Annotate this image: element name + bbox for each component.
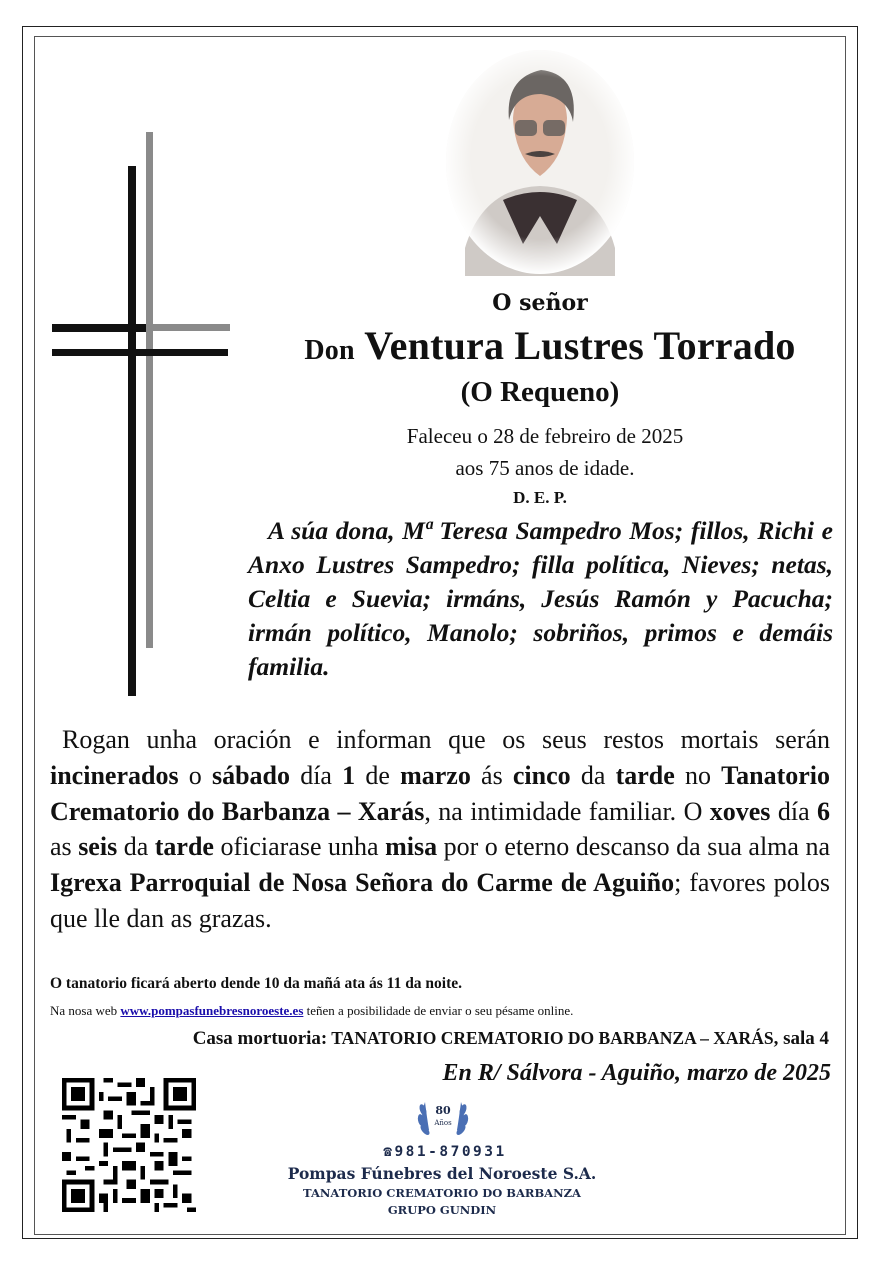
funeral-home-label: Casa mortuoria: (192, 1028, 328, 1049)
ceremony-text: Rogan unha oración e informan que os seus restos mortais serán incinerados o sábado día 1 de marzo ás cinco da tarde no Tanatorio Crematorio do Barbanza – Xarás, na intimidade familiar. O xoves día 6 as seis da tarde oficiarase unha misa por o eterno descanso da sua alma na Igrexa Parroquial de Nosa Señora do Carme de Aguiño; favores polos que lle dan as grazas. (50, 725, 831, 933)
death-date: Faleceu o 28 de febreiro de 2025 (406, 424, 684, 448)
family-list: A súa dona, Mª Teresa Sampedro Mos; fillos, Richi e Anxo Lustres Sampedro; filla política, Nieves; netas, Celtia e Suevia; irmáns, Jesús Ramón y Pacucha; irmán político, Manolo; sobriños, primos e demáis familia. (248, 516, 833, 681)
badge-number: 80 (435, 1104, 451, 1117)
laurel-badge-icon (415, 1088, 471, 1144)
deceased-full-name: Ventura Lustres Torrado (364, 323, 796, 368)
funeral-home-name: TANATORIO CREMATORIO DO BARBANZA – XARÁS (327, 1028, 774, 1048)
phone-number: 981-870931 (394, 1144, 507, 1160)
company-group: GRUPO GUNDIN (387, 1203, 497, 1217)
web-note: Na nosa web www.pompasfunebresnoroeste.es teñen a posibilidade de enviar o seu pésame online. (50, 1003, 574, 1018)
company-name: Pompas Fúnebres del Noroeste S.A. (287, 1164, 597, 1183)
place-date: En R/ Sálvora - Aguiño, marzo de 2025 (442, 1060, 831, 1086)
portrait-photo (443, 48, 637, 276)
cross-icon (50, 132, 232, 700)
title-prefix: O señor (492, 290, 588, 316)
website-link[interactable]: www.pompasfunebresnoroeste.es (120, 1003, 304, 1018)
nickname: (O Requeno) (460, 376, 620, 408)
badge-text: Años (434, 1119, 452, 1127)
phone-line[interactable] (360, 1144, 530, 1160)
room-number: , sala 4 (773, 1028, 829, 1049)
age-line: aos 75 anos de idade. (455, 456, 635, 480)
funeral-home-line (193, 1028, 829, 1050)
honorific: Don (304, 335, 355, 366)
qr-code[interactable] (62, 1078, 196, 1212)
company-tanatorio: TANATORIO CREMATORIO DO BARBANZA (303, 1186, 581, 1200)
phone-icon: ☎ (383, 1144, 395, 1160)
rip-text: D. E. P. (513, 488, 567, 507)
opening-hours: O tanatorio ficará aberto dende 10 da mañá ata ás 11 da noite. (50, 975, 463, 992)
deceased-name (245, 322, 855, 369)
